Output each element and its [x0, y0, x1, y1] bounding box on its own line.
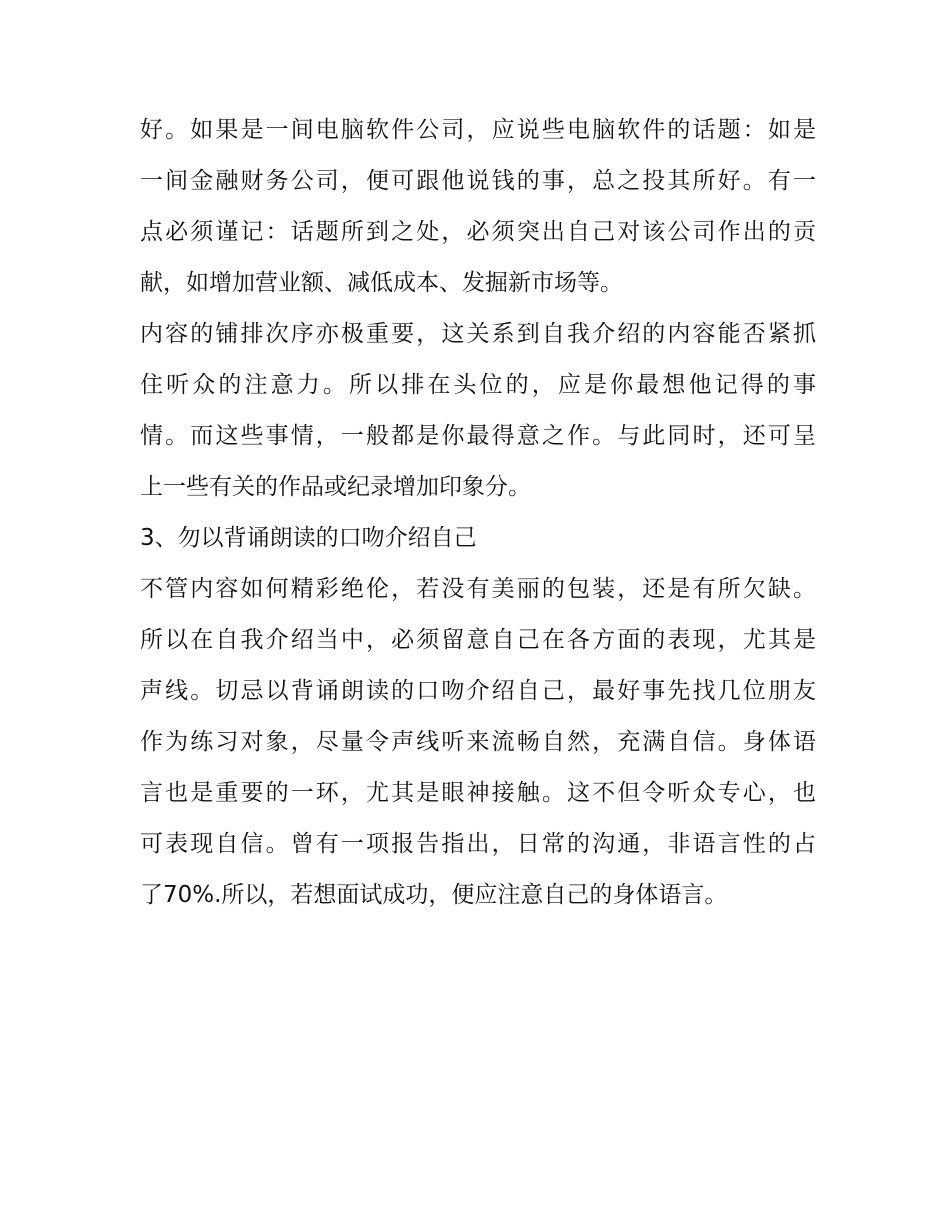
paragraph-line: 情。而这些事情，一般都是你最得意之作。与此同时，还可呈	[140, 423, 816, 449]
paragraph-line: 声线。切忌以背诵朗读的口吻介绍自己，最好事先找几位朋友	[140, 678, 816, 704]
paragraph-line: 可表现自信。曾有一项报告指出，日常的沟通，非语言性的占	[140, 831, 816, 857]
paragraph-line: 不管内容如何精彩绝伦，若没有美丽的包装，还是有所欠缺。	[140, 576, 816, 602]
paragraph-line: 所以在自我介绍当中，必须留意自己在各方面的表现，尤其是	[140, 627, 816, 653]
paragraph-line: 言也是重要的一环，尤其是眼神接触。这不但令听众专心，也	[140, 780, 816, 806]
paragraph-line: 献，如增加营业额、减低成本、发掘新市场等。	[140, 270, 623, 296]
paragraph-line: 好。如果是一间电脑软件公司，应说些电脑软件的话题：如是	[140, 117, 816, 143]
paragraph-1	[140, 105, 816, 309]
section-heading: 3、勿以背诵朗读的口吻介绍自己	[140, 525, 477, 551]
document-body	[140, 105, 816, 921]
paragraph-line: 了70%.所以，若想面试成功，便应注意自己的身体语言。	[140, 882, 728, 908]
paragraph-line: 住听众的注意力。所以排在头位的，应是你最想他记得的事	[140, 372, 816, 398]
paragraph-2	[140, 309, 816, 513]
paragraph-line: 内容的铺排次序亦极重要，这关系到自我介绍的内容能否紧抓	[140, 321, 816, 347]
paragraph-line: 作为练习对象，尽量令声线听来流畅自然，充满自信。身体语	[140, 729, 816, 755]
paragraph-line: 上一些有关的作品或纪录增加印象分。	[140, 474, 531, 500]
paragraph-line: 一间金融财务公司，便可跟他说钱的事，总之投其所好。有一	[140, 168, 816, 194]
paragraph-line: 点必须谨记：话题所到之处，必须突出自己对该公司作出的贡	[140, 219, 816, 245]
paragraph-3	[140, 564, 816, 921]
